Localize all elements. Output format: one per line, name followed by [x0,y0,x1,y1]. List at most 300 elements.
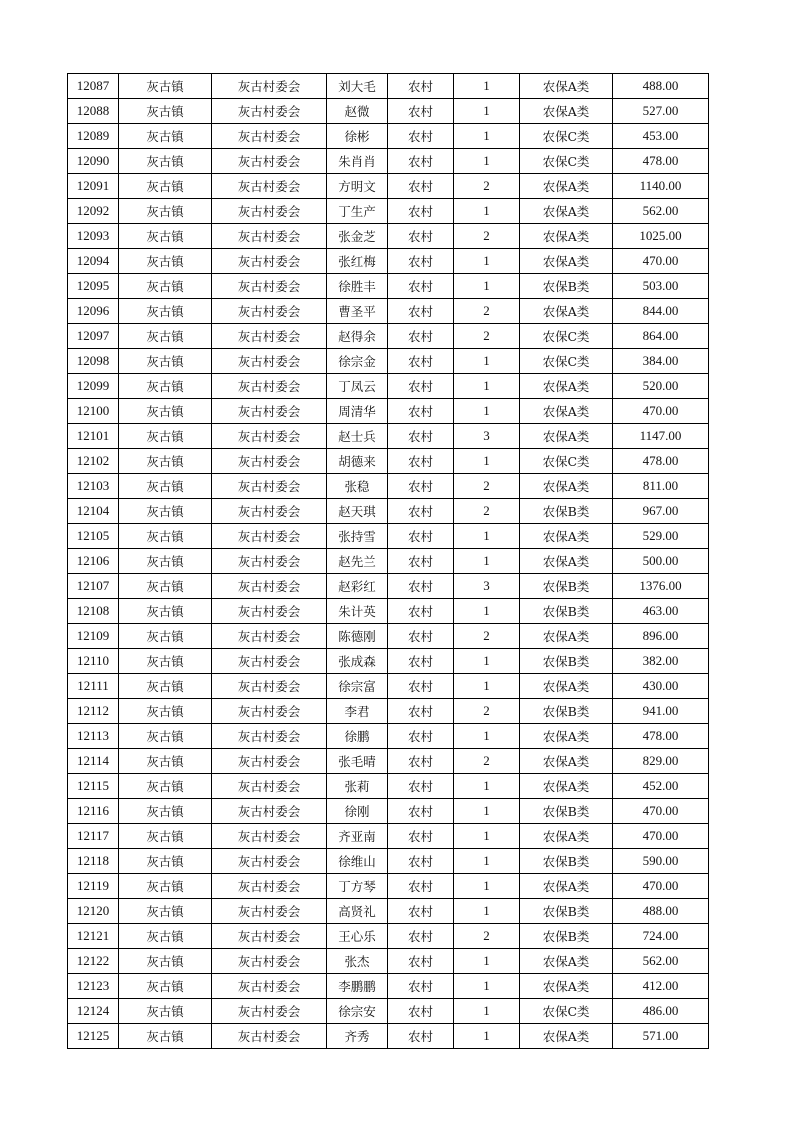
cell-category: 农保A类 [520,549,613,574]
cell-area: 农村 [388,199,454,224]
cell-name: 李鹏鹏 [327,974,388,999]
cell-amount: 562.00 [613,199,709,224]
cell-count: 1 [454,274,520,299]
cell-town: 灰古镇 [119,399,212,424]
cell-area: 农村 [388,549,454,574]
cell-id: 12121 [68,924,119,949]
cell-id: 12097 [68,324,119,349]
cell-amount: 463.00 [613,599,709,624]
cell-area: 农村 [388,899,454,924]
cell-count: 1 [454,824,520,849]
cell-amount: 470.00 [613,799,709,824]
cell-amount: 470.00 [613,399,709,424]
cell-committee: 灰古村委会 [212,199,327,224]
cell-category: 农保B类 [520,899,613,924]
cell-committee: 灰古村委会 [212,174,327,199]
cell-area: 农村 [388,824,454,849]
cell-name: 徐宗富 [327,674,388,699]
cell-amount: 453.00 [613,124,709,149]
cell-town: 灰古镇 [119,174,212,199]
cell-name: 丁生产 [327,199,388,224]
table-row [68,299,709,324]
cell-category: 农保B类 [520,499,613,524]
cell-area: 农村 [388,649,454,674]
cell-count: 2 [454,324,520,349]
cell-amount: 470.00 [613,874,709,899]
cell-committee: 灰古村委会 [212,1024,327,1049]
cell-amount: 1025.00 [613,224,709,249]
table-row [68,349,709,374]
cell-id: 12118 [68,849,119,874]
cell-committee: 灰古村委会 [212,574,327,599]
cell-town: 灰古镇 [119,524,212,549]
cell-name: 朱计英 [327,599,388,624]
table-row [68,624,709,649]
cell-town: 灰古镇 [119,699,212,724]
cell-town: 灰古镇 [119,349,212,374]
cell-category: 农保A类 [520,674,613,699]
cell-count: 1 [454,349,520,374]
cell-name: 赵彩红 [327,574,388,599]
table-row [68,924,709,949]
cell-count: 2 [454,474,520,499]
cell-committee: 灰古村委会 [212,349,327,374]
table-row [68,449,709,474]
cell-amount: 864.00 [613,324,709,349]
cell-area: 农村 [388,224,454,249]
cell-category: 农保B类 [520,574,613,599]
table-row [68,274,709,299]
cell-category: 农保A类 [520,74,613,99]
cell-category: 农保A类 [520,774,613,799]
cell-category: 农保B类 [520,699,613,724]
cell-amount: 486.00 [613,999,709,1024]
cell-committee: 灰古村委会 [212,549,327,574]
cell-amount: 562.00 [613,949,709,974]
table-row [68,499,709,524]
cell-category: 农保A类 [520,724,613,749]
cell-amount: 529.00 [613,524,709,549]
cell-count: 1 [454,374,520,399]
cell-count: 1 [454,949,520,974]
cell-amount: 488.00 [613,899,709,924]
cell-committee: 灰古村委会 [212,149,327,174]
cell-count: 2 [454,699,520,724]
cell-town: 灰古镇 [119,949,212,974]
cell-amount: 470.00 [613,824,709,849]
cell-id: 12102 [68,449,119,474]
cell-area: 农村 [388,424,454,449]
table-row [68,649,709,674]
cell-id: 12095 [68,274,119,299]
cell-town: 灰古镇 [119,224,212,249]
cell-committee: 灰古村委会 [212,299,327,324]
cell-committee: 灰古村委会 [212,974,327,999]
cell-name: 徐维山 [327,849,388,874]
cell-id: 12124 [68,999,119,1024]
table-row [68,149,709,174]
cell-category: 农保A类 [520,374,613,399]
cell-amount: 452.00 [613,774,709,799]
cell-name: 张持雪 [327,524,388,549]
cell-amount: 844.00 [613,299,709,324]
cell-town: 灰古镇 [119,749,212,774]
cell-amount: 811.00 [613,474,709,499]
cell-town: 灰古镇 [119,824,212,849]
cell-committee: 灰古村委会 [212,649,327,674]
cell-area: 农村 [388,774,454,799]
cell-count: 1 [454,124,520,149]
table-row [68,774,709,799]
cell-amount: 571.00 [613,1024,709,1049]
cell-name: 徐胜丰 [327,274,388,299]
cell-committee: 灰古村委会 [212,324,327,349]
cell-count: 2 [454,749,520,774]
cell-town: 灰古镇 [119,549,212,574]
cell-town: 灰古镇 [119,449,212,474]
cell-name: 徐宗金 [327,349,388,374]
cell-amount: 527.00 [613,99,709,124]
cell-count: 3 [454,424,520,449]
cell-town: 灰古镇 [119,799,212,824]
cell-amount: 896.00 [613,624,709,649]
cell-id: 12119 [68,874,119,899]
cell-area: 农村 [388,749,454,774]
cell-id: 12101 [68,424,119,449]
cell-amount: 1140.00 [613,174,709,199]
cell-committee: 灰古村委会 [212,824,327,849]
cell-count: 2 [454,624,520,649]
cell-name: 齐秀 [327,1024,388,1049]
cell-town: 灰古镇 [119,974,212,999]
cell-name: 张红梅 [327,249,388,274]
cell-category: 农保A类 [520,424,613,449]
cell-count: 1 [454,899,520,924]
cell-category: 农保A类 [520,224,613,249]
cell-id: 12088 [68,99,119,124]
cell-id: 12109 [68,624,119,649]
cell-name: 徐彬 [327,124,388,149]
cell-category: 农保A类 [520,524,613,549]
cell-name: 徐宗安 [327,999,388,1024]
cell-category: 农保B类 [520,274,613,299]
cell-count: 2 [454,224,520,249]
cell-area: 农村 [388,674,454,699]
cell-name: 张稳 [327,474,388,499]
table-row [68,999,709,1024]
cell-area: 农村 [388,924,454,949]
table-row [68,199,709,224]
cell-committee: 灰古村委会 [212,699,327,724]
cell-amount: 941.00 [613,699,709,724]
cell-town: 灰古镇 [119,999,212,1024]
cell-area: 农村 [388,324,454,349]
cell-committee: 灰古村委会 [212,949,327,974]
cell-id: 12087 [68,74,119,99]
cell-id: 12120 [68,899,119,924]
cell-category: 农保A类 [520,1024,613,1049]
table-row [68,749,709,774]
cell-category: 农保C类 [520,124,613,149]
table-row [68,524,709,549]
table-row [68,174,709,199]
cell-area: 农村 [388,474,454,499]
cell-category: 农保C类 [520,449,613,474]
cell-amount: 500.00 [613,549,709,574]
cell-town: 灰古镇 [119,774,212,799]
cell-id: 12099 [68,374,119,399]
cell-id: 12111 [68,674,119,699]
cell-amount: 829.00 [613,749,709,774]
cell-town: 灰古镇 [119,424,212,449]
cell-category: 农保B类 [520,599,613,624]
cell-name: 赵先兰 [327,549,388,574]
cell-category: 农保A类 [520,249,613,274]
cell-category: 农保A类 [520,949,613,974]
cell-category: 农保B类 [520,649,613,674]
cell-count: 2 [454,299,520,324]
cell-count: 1 [454,774,520,799]
table-row [68,949,709,974]
table-row [68,724,709,749]
cell-id: 12091 [68,174,119,199]
cell-area: 农村 [388,799,454,824]
cell-id: 12107 [68,574,119,599]
table-row [68,874,709,899]
cell-town: 灰古镇 [119,474,212,499]
cell-name: 刘大毛 [327,74,388,99]
cell-name: 方明文 [327,174,388,199]
cell-name: 曹圣平 [327,299,388,324]
cell-name: 丁方琴 [327,874,388,899]
cell-id: 12090 [68,149,119,174]
cell-name: 张成森 [327,649,388,674]
cell-count: 1 [454,149,520,174]
cell-town: 灰古镇 [119,899,212,924]
cell-category: 农保A类 [520,399,613,424]
cell-committee: 灰古村委会 [212,849,327,874]
cell-town: 灰古镇 [119,99,212,124]
cell-committee: 灰古村委会 [212,724,327,749]
cell-area: 农村 [388,974,454,999]
cell-town: 灰古镇 [119,724,212,749]
table-row [68,1024,709,1049]
cell-count: 1 [454,874,520,899]
cell-town: 灰古镇 [119,74,212,99]
cell-id: 12113 [68,724,119,749]
cell-count: 1 [454,74,520,99]
cell-area: 农村 [388,74,454,99]
cell-name: 陈德刚 [327,624,388,649]
cell-name: 徐鹏 [327,724,388,749]
cell-id: 12112 [68,699,119,724]
cell-name: 张莉 [327,774,388,799]
cell-area: 农村 [388,874,454,899]
cell-name: 赵得余 [327,324,388,349]
cell-committee: 灰古村委会 [212,74,327,99]
cell-count: 1 [454,399,520,424]
cell-committee: 灰古村委会 [212,374,327,399]
cell-name: 高贤礼 [327,899,388,924]
cell-name: 徐刚 [327,799,388,824]
cell-count: 1 [454,974,520,999]
cell-area: 农村 [388,349,454,374]
cell-count: 1 [454,549,520,574]
table-row [68,574,709,599]
cell-town: 灰古镇 [119,649,212,674]
cell-area: 农村 [388,999,454,1024]
cell-category: 农保B类 [520,924,613,949]
cell-town: 灰古镇 [119,149,212,174]
cell-committee: 灰古村委会 [212,224,327,249]
table-row [68,374,709,399]
cell-id: 12106 [68,549,119,574]
cell-count: 1 [454,99,520,124]
table-row [68,74,709,99]
cell-amount: 478.00 [613,724,709,749]
cell-category: 农保C类 [520,349,613,374]
table-row [68,224,709,249]
cell-category: 农保A类 [520,974,613,999]
cell-committee: 灰古村委会 [212,774,327,799]
table-row [68,399,709,424]
cell-amount: 520.00 [613,374,709,399]
table-row [68,799,709,824]
table-row [68,474,709,499]
cell-count: 1 [454,249,520,274]
cell-town: 灰古镇 [119,924,212,949]
cell-committee: 灰古村委会 [212,274,327,299]
cell-area: 农村 [388,374,454,399]
cell-amount: 478.00 [613,449,709,474]
cell-count: 1 [454,674,520,699]
cell-committee: 灰古村委会 [212,399,327,424]
cell-category: 农保B类 [520,799,613,824]
cell-count: 2 [454,174,520,199]
cell-area: 农村 [388,724,454,749]
cell-id: 12098 [68,349,119,374]
table-row [68,249,709,274]
table-row [68,674,709,699]
cell-area: 农村 [388,699,454,724]
cell-area: 农村 [388,499,454,524]
cell-amount: 382.00 [613,649,709,674]
table-row [68,99,709,124]
cell-count: 3 [454,574,520,599]
cell-amount: 967.00 [613,499,709,524]
cell-area: 农村 [388,274,454,299]
cell-category: 农保A类 [520,874,613,899]
cell-category: 农保B类 [520,849,613,874]
cell-committee: 灰古村委会 [212,124,327,149]
cell-town: 灰古镇 [119,324,212,349]
cell-committee: 灰古村委会 [212,599,327,624]
table-row [68,599,709,624]
cell-name: 张杰 [327,949,388,974]
cell-committee: 灰古村委会 [212,524,327,549]
cell-town: 灰古镇 [119,274,212,299]
cell-amount: 503.00 [613,274,709,299]
cell-area: 农村 [388,124,454,149]
cell-town: 灰古镇 [119,499,212,524]
cell-committee: 灰古村委会 [212,874,327,899]
cell-category: 农保C类 [520,149,613,174]
cell-name: 胡德来 [327,449,388,474]
table-row [68,699,709,724]
cell-name: 王心乐 [327,924,388,949]
cell-committee: 灰古村委会 [212,449,327,474]
cell-category: 农保A类 [520,624,613,649]
cell-committee: 灰古村委会 [212,99,327,124]
cell-id: 12125 [68,1024,119,1049]
table-row [68,849,709,874]
cell-count: 1 [454,999,520,1024]
table-row [68,424,709,449]
cell-amount: 384.00 [613,349,709,374]
cell-committee: 灰古村委会 [212,424,327,449]
cell-area: 农村 [388,1024,454,1049]
cell-count: 2 [454,499,520,524]
cell-town: 灰古镇 [119,624,212,649]
cell-id: 12096 [68,299,119,324]
cell-id: 12115 [68,774,119,799]
cell-committee: 灰古村委会 [212,624,327,649]
cell-committee: 灰古村委会 [212,999,327,1024]
cell-area: 农村 [388,599,454,624]
cell-committee: 灰古村委会 [212,924,327,949]
cell-town: 灰古镇 [119,249,212,274]
cell-committee: 灰古村委会 [212,674,327,699]
cell-committee: 灰古村委会 [212,499,327,524]
cell-town: 灰古镇 [119,574,212,599]
cell-town: 灰古镇 [119,124,212,149]
cell-amount: 470.00 [613,249,709,274]
cell-id: 12093 [68,224,119,249]
cell-id: 12114 [68,749,119,774]
table-row [68,974,709,999]
cell-count: 1 [454,199,520,224]
cell-count: 1 [454,599,520,624]
cell-count: 1 [454,1024,520,1049]
cell-id: 12092 [68,199,119,224]
cell-name: 张金芝 [327,224,388,249]
cell-area: 农村 [388,249,454,274]
cell-town: 灰古镇 [119,1024,212,1049]
cell-category: 农保C类 [520,324,613,349]
cell-town: 灰古镇 [119,299,212,324]
allowance-table [67,73,709,1049]
cell-id: 12104 [68,499,119,524]
cell-area: 农村 [388,449,454,474]
cell-id: 12108 [68,599,119,624]
cell-amount: 590.00 [613,849,709,874]
cell-count: 2 [454,924,520,949]
cell-town: 灰古镇 [119,374,212,399]
cell-id: 12122 [68,949,119,974]
cell-id: 12105 [68,524,119,549]
cell-category: 农保A类 [520,199,613,224]
cell-town: 灰古镇 [119,599,212,624]
cell-name: 朱肖肖 [327,149,388,174]
cell-category: 农保A类 [520,474,613,499]
cell-area: 农村 [388,624,454,649]
cell-area: 农村 [388,574,454,599]
cell-count: 1 [454,724,520,749]
cell-area: 农村 [388,174,454,199]
cell-amount: 488.00 [613,74,709,99]
cell-name: 赵天琪 [327,499,388,524]
table-row [68,824,709,849]
